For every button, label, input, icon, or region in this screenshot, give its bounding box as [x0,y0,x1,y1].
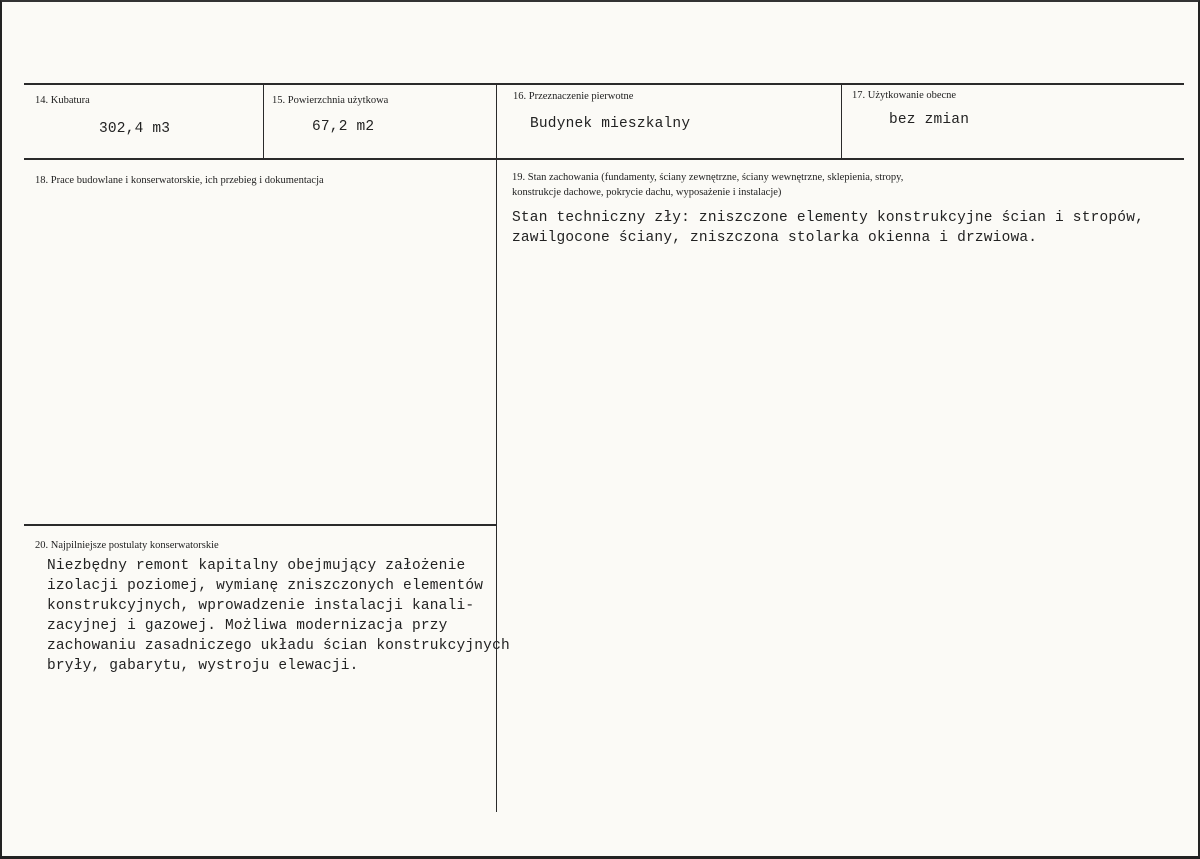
postulaty-text-line-2: izolacji poziomej, wymianę zniszczonych elementów [47,578,484,594]
uzytkowanie-label: 17. Użytkowanie obecne [852,90,957,101]
postulaty-text-line-3: konstrukcyjnych, wprowadzenie instalacji kanali- [47,598,475,614]
stan-zachowania-label-line-1: 19. Stan zachowania (fundamenty, ściany zewnętrzne, ściany wewnętrzne, sklepienia, stropy, [512,172,904,183]
przeznaczenie-value: Budynek mieszkalny [530,116,691,132]
przeznaczenie-label: 16. Przeznaczenie pierwotne [513,91,634,102]
left-section-divider [24,524,497,526]
stan-zachowania-text-line-2: zawilgocone ściany, zniszczona stolarka okienna i drzwiowa. [512,230,1038,246]
powierzchnia-value: 67,2 m2 [312,119,375,135]
column-divider-2 [496,84,497,812]
column-divider-3 [841,84,842,159]
row-divider [24,158,1184,160]
stan-zachowania-label-line-2: konstrukcje dachowe, pokrycie dachu, wyposażenie i instalacje) [512,187,782,198]
column-divider-1 [263,84,264,159]
postulaty-label: 20. Najpilniejsze postulaty konserwatorskie [35,540,219,551]
powierzchnia-label: 15. Powierzchnia użytkowa [272,95,389,106]
stan-zachowania-text-line-1: Stan techniczny zły: zniszczone elementy konstrukcyjne ścian i stropów, [512,210,1145,226]
postulaty-text-line-1: Niezbędny remont kapitalny obejmujący założenie [47,558,466,574]
kubatura-label: 14. Kubatura [35,95,90,106]
kubatura-value: 302,4 m3 [99,121,171,137]
uzytkowanie-value: bez zmian [889,112,970,128]
prace-budowlane-label: 18. Prace budowlane i konserwatorskie, ich przebieg i dokumentacja [35,175,324,186]
postulaty-text-line-6: bryły, gabarytu, wystroju elewacji. [47,658,359,674]
postulaty-text-line-5: zachowaniu zasadniczego układu ścian konstrukcyjnych [47,638,510,654]
postulaty-text-line-4: zacyjnej i gazowej. Możliwa modernizacja przy [47,618,448,634]
top-rule [24,83,1184,85]
